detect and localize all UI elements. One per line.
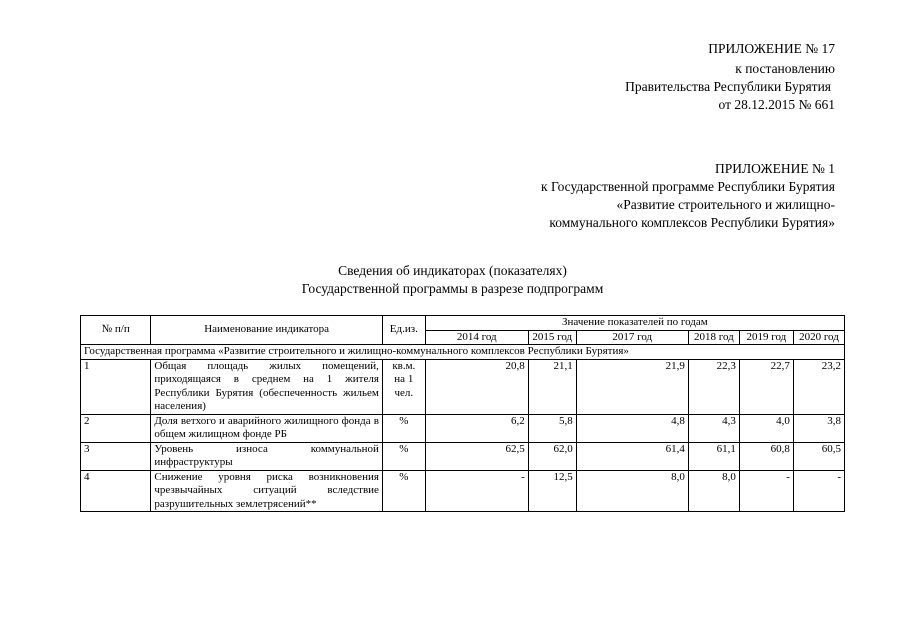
row-value: 6,2 — [425, 414, 528, 442]
row-value: 4,8 — [576, 414, 688, 442]
table-row — [81, 414, 845, 442]
header-year: 2015 год — [528, 330, 576, 345]
header-num: № п/п — [81, 316, 151, 345]
row-name: Доля ветхого и аварийного жилищного фонда в общем жилищном фонде РБ — [151, 414, 383, 442]
section-row — [81, 345, 845, 360]
header-name: Наименование индикатора — [151, 316, 383, 345]
appendix-1-header — [541, 160, 835, 232]
row-value: 23,2 — [793, 359, 844, 414]
row-value: 12,5 — [528, 470, 576, 512]
appendix-17-line2: к постановлению — [735, 61, 835, 76]
appendix-1-line3: «Развитие строительного и жилищно- — [616, 197, 835, 212]
row-value: 3,8 — [793, 414, 844, 442]
indicators-table — [80, 315, 845, 512]
row-value: 4,3 — [688, 414, 739, 442]
header-year: 2018 год — [688, 330, 739, 345]
row-num: 3 — [81, 442, 151, 470]
row-unit: кв.м. на 1 чел. — [382, 359, 425, 414]
appendix-1-title: ПРИЛОЖЕНИЕ № 1 — [714, 161, 835, 176]
row-value: 20,8 — [425, 359, 528, 414]
row-name: Уровень износа коммунальной инфраструктуры — [151, 442, 383, 470]
header-year: 2017 год — [576, 330, 688, 345]
row-value: - — [425, 470, 528, 512]
row-value: 21,1 — [528, 359, 576, 414]
row-value: 61,4 — [576, 442, 688, 470]
table-row — [81, 442, 845, 470]
table-row — [81, 359, 845, 414]
document-title-line1: Сведения об индикаторах (показателях) — [338, 263, 567, 278]
header-values-group: Значение показателей по годам — [425, 316, 844, 331]
row-value: 8,0 — [688, 470, 739, 512]
appendix-1-line4: коммунального комплексов Республики Бурятия» — [549, 215, 835, 230]
row-value: - — [739, 470, 793, 512]
row-name: Снижение уровня риска возникновения чрезвычайных ситуаций вследствие разрушительных землетрясений** — [151, 470, 383, 512]
header-unit: Ед.из. — [382, 316, 425, 345]
row-num: 2 — [81, 414, 151, 442]
row-value: 62,5 — [425, 442, 528, 470]
appendix-17-title: ПРИЛОЖЕНИЕ № 17 — [708, 41, 835, 56]
row-value: 22,7 — [739, 359, 793, 414]
row-value: - — [793, 470, 844, 512]
row-unit: % — [382, 414, 425, 442]
row-value: 61,1 — [688, 442, 739, 470]
row-value: 8,0 — [576, 470, 688, 512]
appendix-17-line3: Правительства Республики Бурятия — [625, 79, 831, 94]
row-value: 21,9 — [576, 359, 688, 414]
header-year: 2014 год — [425, 330, 528, 345]
document-title-line2: Государственной программы в разрезе подпрограмм — [301, 281, 604, 296]
appendix-17-date-number: от 28.12.2015 № 661 — [718, 97, 835, 112]
row-value: 60,5 — [793, 442, 844, 470]
row-num: 4 — [81, 470, 151, 512]
row-value: 62,0 — [528, 442, 576, 470]
row-unit: % — [382, 442, 425, 470]
row-unit: % — [382, 470, 425, 512]
row-value: 22,3 — [688, 359, 739, 414]
table-header-row — [81, 316, 845, 331]
row-value: 60,8 — [739, 442, 793, 470]
document-title — [0, 262, 905, 298]
row-value: 4,0 — [739, 414, 793, 442]
row-name: Общая площадь жилых помещений, приходящаяся в среднем на 1 жителя Республики Бурятия (обеспеченность жильем населения) — [151, 359, 383, 414]
appendix-1-line2: к Государственной программе Республики Бурятия — [541, 179, 835, 194]
appendix-17-header — [625, 40, 835, 114]
table-row — [81, 470, 845, 512]
section-title: Государственная программа «Развитие строительного и жилищно-коммунального комплексов Республики Бурятия» — [81, 345, 845, 360]
header-year: 2019 год — [739, 330, 793, 345]
header-year: 2020 год — [793, 330, 844, 345]
row-num: 1 — [81, 359, 151, 414]
row-value: 5,8 — [528, 414, 576, 442]
